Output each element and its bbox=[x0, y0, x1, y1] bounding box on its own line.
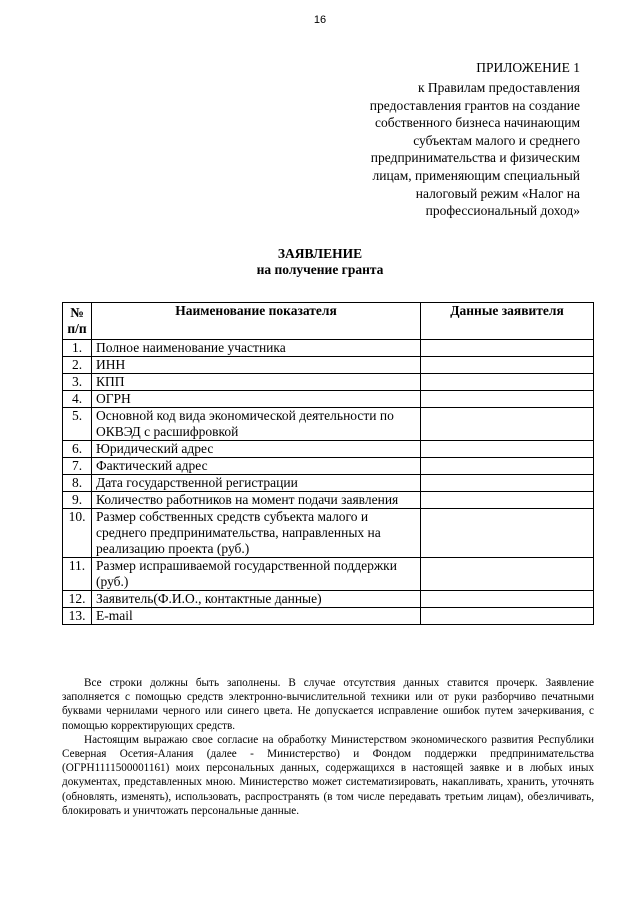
appendix-title: ПРИЛОЖЕНИЕ 1 bbox=[476, 60, 580, 75]
table-row bbox=[63, 558, 594, 591]
row-indicator: Заявитель(Ф.И.О., контактные данные) bbox=[92, 591, 421, 608]
row-number: 11. bbox=[63, 558, 92, 591]
appendix-line: к Правилам предоставления bbox=[417, 80, 580, 95]
table-header-row bbox=[63, 303, 594, 340]
notes-paragraph-1: Все строки должны быть заполнены. В случае отсутствия данных ставится прочерк. Заявление заполняется с помощью средств электронно-вычислительной техники или от руки разборчиво печатными буквами чернилами черного или синего цвета. Не допускается исправление ошибок путем зачеркивания, с помощью корректирующих средств. bbox=[62, 677, 594, 732]
row-number: 5. bbox=[63, 408, 92, 441]
row-value-field[interactable] bbox=[421, 509, 594, 558]
row-value-field[interactable] bbox=[421, 475, 594, 492]
row-indicator: Размер собственных средств субъекта малого и среднего предпринимательства, направленных на реализацию проекта (руб.) bbox=[92, 509, 421, 558]
page-number: 16 bbox=[313, 14, 327, 26]
row-value-field[interactable] bbox=[421, 340, 594, 357]
row-indicator: КПП bbox=[92, 374, 421, 391]
row-value-field[interactable] bbox=[421, 357, 594, 374]
document-title-main: ЗАЯВЛЕНИЕ bbox=[277, 246, 363, 261]
row-number: 10. bbox=[63, 509, 92, 558]
row-value-field[interactable] bbox=[421, 558, 594, 591]
row-number: 13. bbox=[63, 608, 92, 625]
row-value-field[interactable] bbox=[421, 441, 594, 458]
notes-section bbox=[62, 676, 594, 818]
application-table bbox=[62, 302, 594, 625]
table-row bbox=[63, 458, 594, 475]
row-value-field[interactable] bbox=[421, 408, 594, 441]
appendix-line: налоговый режим «Налог на bbox=[415, 185, 580, 201]
row-indicator: ИНН bbox=[92, 357, 421, 374]
appendix-line: лицам, применяющим специальный bbox=[372, 167, 580, 183]
row-value-field[interactable] bbox=[421, 608, 594, 625]
row-indicator: Размер испрашиваемой государственной поддержки (руб.) bbox=[92, 558, 421, 591]
header-num: № п/п bbox=[63, 303, 92, 340]
table-row bbox=[63, 441, 594, 458]
row-value-field[interactable] bbox=[421, 492, 594, 509]
row-indicator: Дата государственной регистрации bbox=[92, 475, 421, 492]
row-number: 8. bbox=[63, 475, 92, 492]
appendix-subtitle bbox=[310, 79, 580, 220]
table-row bbox=[63, 374, 594, 391]
row-value-field[interactable] bbox=[421, 391, 594, 408]
row-value-field[interactable] bbox=[421, 374, 594, 391]
table-row bbox=[63, 475, 594, 492]
appendix-line: предпринимательства и физическим bbox=[370, 150, 580, 166]
appendix-line: субъектам малого и среднего bbox=[413, 132, 580, 148]
appendix-line: профессиональный доход» bbox=[425, 203, 580, 219]
document-title bbox=[0, 246, 640, 278]
appendix-line: собственного бизнеса начинающим bbox=[375, 115, 580, 131]
row-number: 2. bbox=[63, 357, 92, 374]
row-indicator: ОГРН bbox=[92, 391, 421, 408]
document-title-sub: на получение гранта bbox=[256, 262, 384, 277]
row-indicator: Основной код вида экономической деятельности по ОКВЭД с расшифровкой bbox=[92, 408, 421, 441]
row-indicator: Фактический адрес bbox=[92, 458, 421, 475]
header-indicator: Наименование показателя bbox=[92, 303, 421, 340]
row-number: 6. bbox=[63, 441, 92, 458]
appendix-line: предоставления грантов на создание bbox=[369, 97, 580, 113]
table-row bbox=[63, 492, 594, 509]
row-indicator: Полное наименование участника bbox=[92, 340, 421, 357]
table-row bbox=[63, 509, 594, 558]
table-row bbox=[63, 591, 594, 608]
row-number: 4. bbox=[63, 391, 92, 408]
table-row bbox=[63, 608, 594, 625]
table-row bbox=[63, 357, 594, 374]
notes-paragraph-2: Настоящим выражаю свое согласие на обработку Министерством экономического развития Республики Северная Осетия-Алания (далее - Министерство) и Фондом поддержки предпринимательства (ОГРН1111500001161) моих персональных данных, содержащихся в настоящей заявке и в любых иных документах, представленных мною. Министерство может систематизировать, накапливать, хранить, уточнять (обновлять, изменять), использовать, распространять (в том числе передавать третьим лицам), обезличивать, блокировать и уничтожать персональные данные. bbox=[62, 733, 594, 817]
header-data: Данные заявителя bbox=[421, 303, 594, 340]
table-row bbox=[63, 340, 594, 357]
row-indicator: E-mail bbox=[92, 608, 421, 625]
table-body bbox=[63, 340, 594, 625]
row-number: 9. bbox=[63, 492, 92, 509]
row-number: 7. bbox=[63, 458, 92, 475]
table-row bbox=[63, 408, 594, 441]
table-row bbox=[63, 391, 594, 408]
row-number: 1. bbox=[63, 340, 92, 357]
row-value-field[interactable] bbox=[421, 458, 594, 475]
row-indicator: Количество работников на момент подачи заявления bbox=[92, 492, 421, 509]
row-indicator: Юридический адрес bbox=[92, 441, 421, 458]
row-number: 3. bbox=[63, 374, 92, 391]
row-value-field[interactable] bbox=[421, 591, 594, 608]
row-number: 12. bbox=[63, 591, 92, 608]
